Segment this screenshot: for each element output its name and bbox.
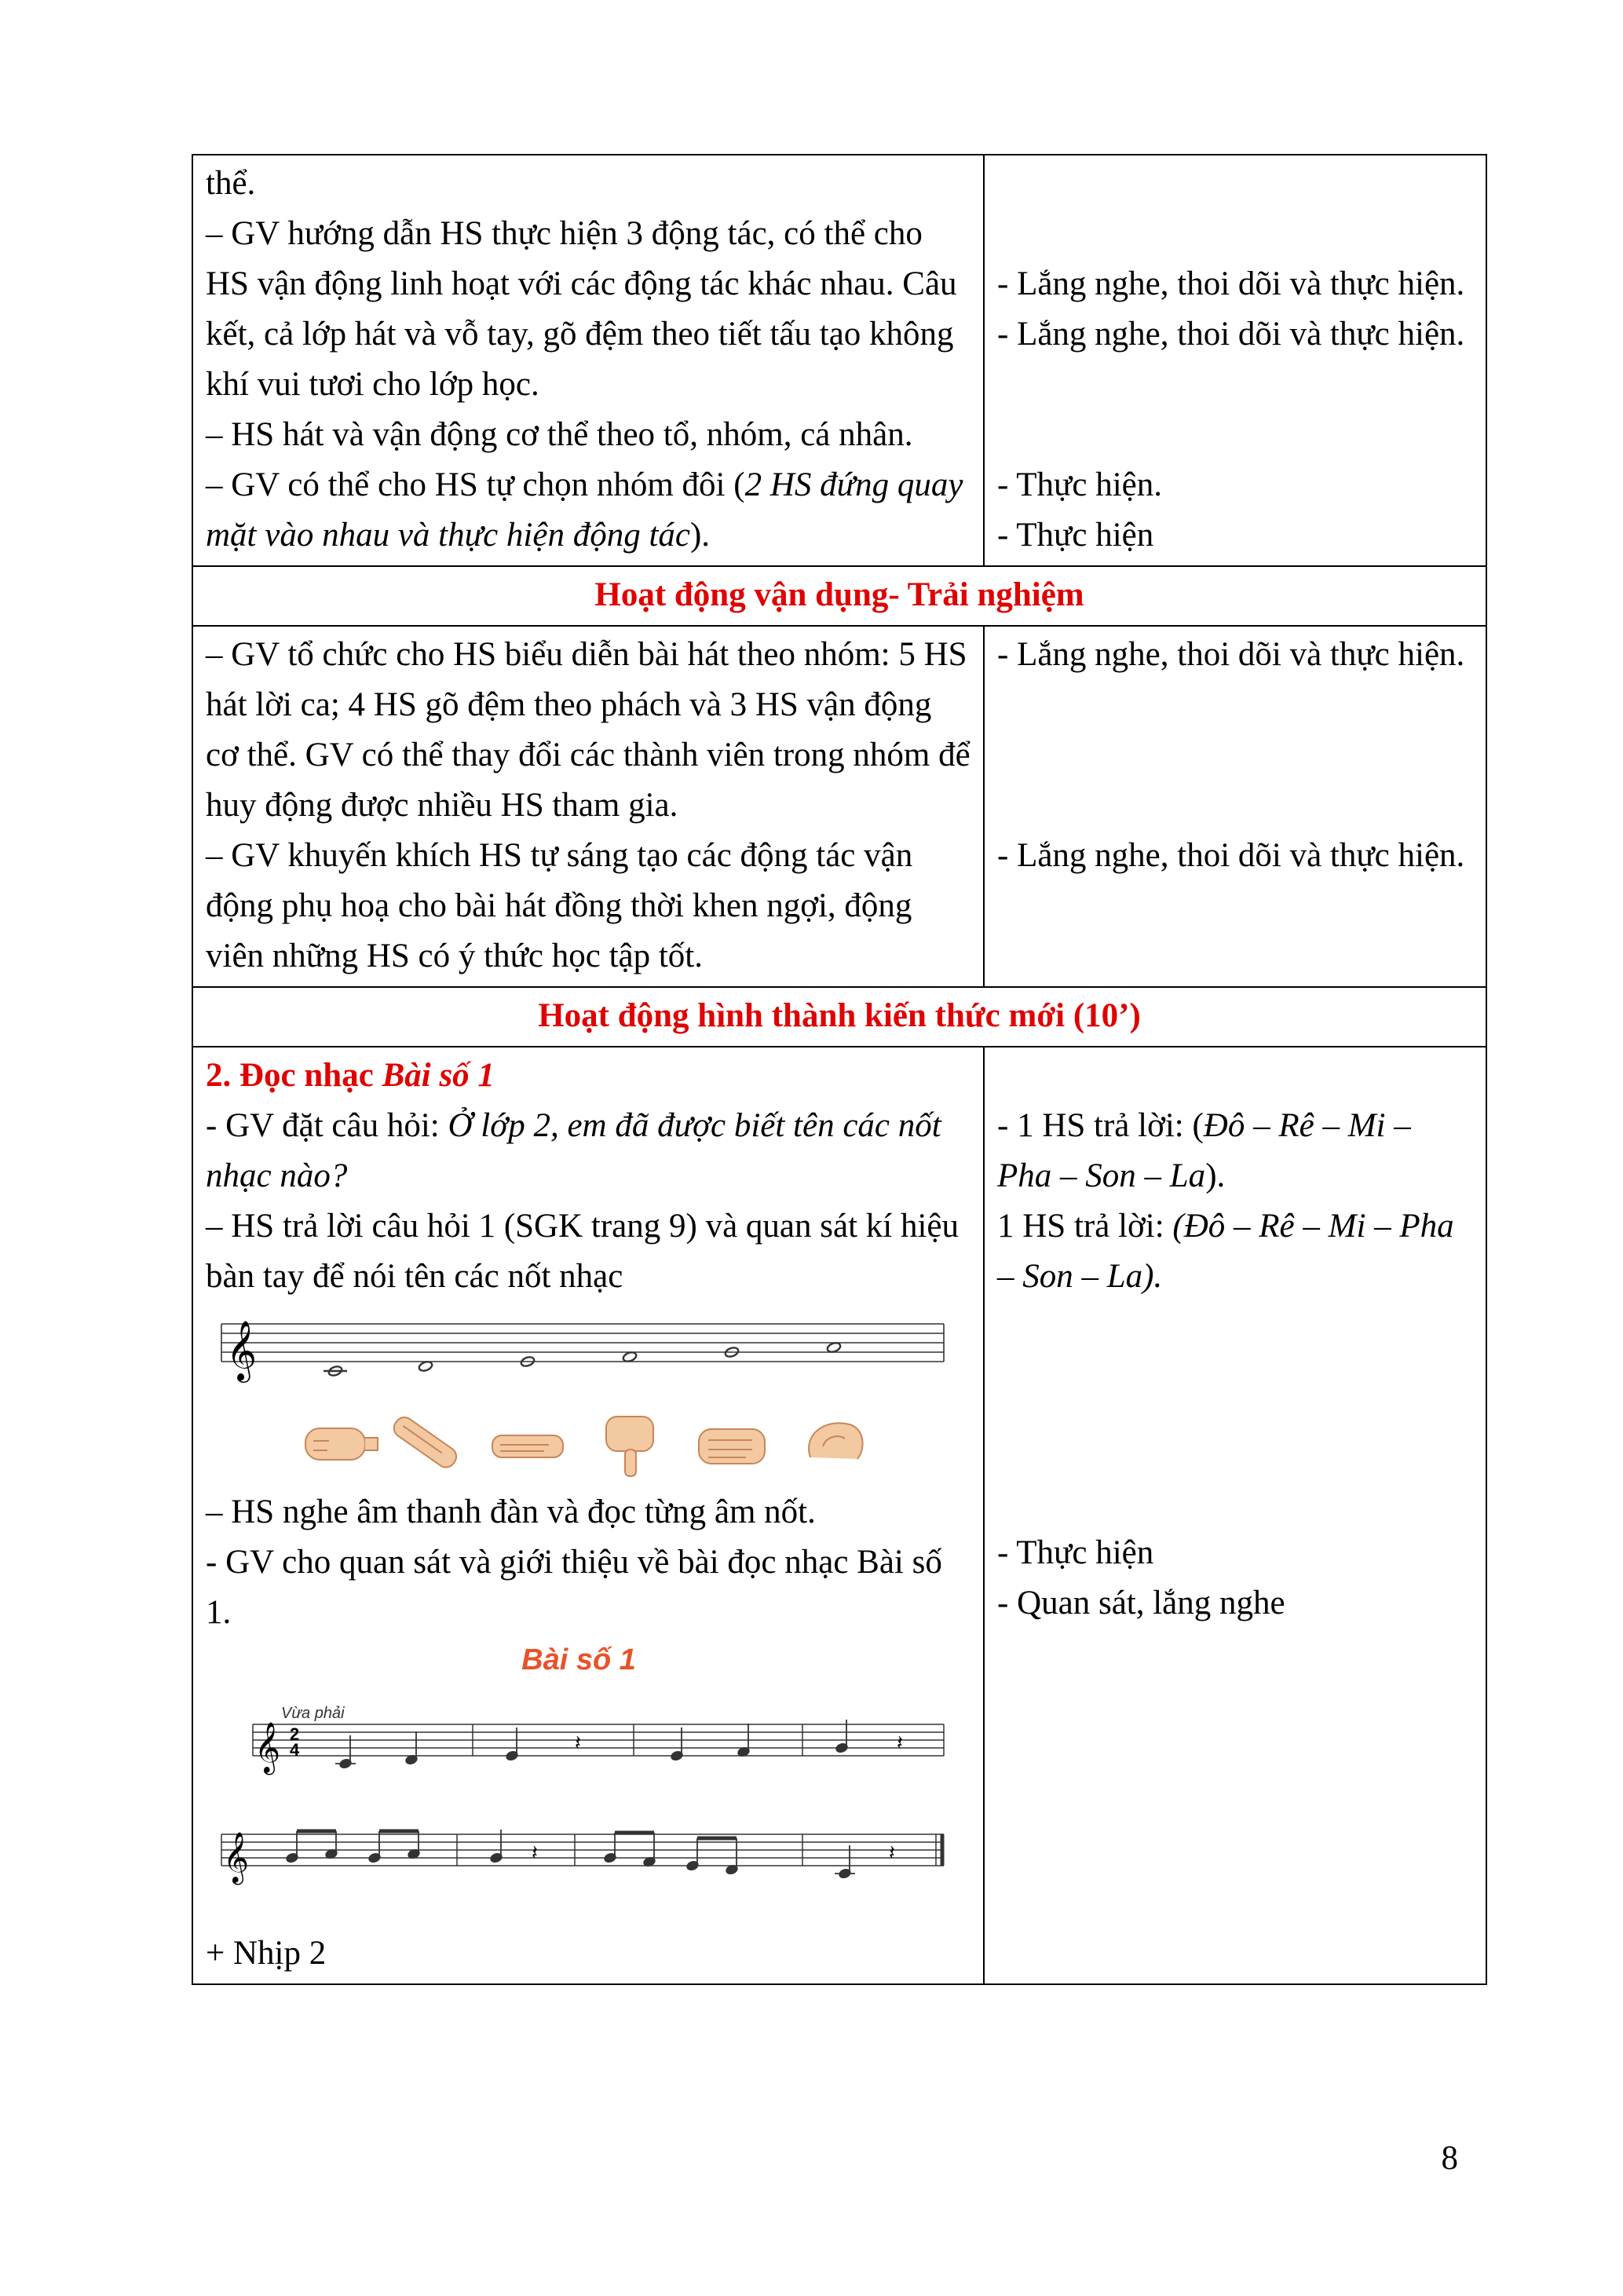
teacher-activity-cell [192,626,984,987]
score-bai-so-1 [206,1638,952,1929]
paragraph: – GV khuyến khích HS tự sáng tạo các động tác vận động phụ hoạ cho bài hát đồng thời khen ngợi, động viên những HS có ý thức học tập tốt. [206,837,913,974]
paragraph: – HS trả lời câu hỏi 1 (SGK trang 9) và quan sát kí hiệu bàn tay để nói tên các nốt nhạc [206,1208,959,1295]
student-activity-cell [984,1047,1486,1984]
paragraph: - GV cho quan sát và giới thiệu về bài đọc nhạc Bài số 1. [206,1544,942,1631]
paragraph: - Thực hiện [997,517,1154,554]
paragraph: – HS nghe âm thanh đàn và đọc từng âm nốt. [206,1493,816,1530]
rest-icon: 𝄽 [889,1841,895,1864]
section-heading: Hoạt động vận dụng- Trải nghiệm [192,566,1486,626]
hand-signs [305,1413,863,1476]
paragraph: + Nhịp 2 [206,1935,327,1972]
paragraph: – GV tổ chức cho HS biểu diễn bài hát theo nhóm: 5 HS hát lời ca; 4 HS gõ đệm theo phách và 3 HS vận động cơ thể. GV có thể thay đổi các thành viên trong nhóm để huy động được nhiều HS tham gia. [206,636,971,824]
paragraph: - Lắng nghe, thoi dõi và thực hiện. [997,265,1465,302]
teacher-activity-cell [192,1047,984,1984]
spacer [997,730,1473,781]
spacer [997,410,1473,460]
hand-sign-la-icon [809,1423,863,1459]
spacer [997,360,1473,410]
notes-line-1 [335,1720,848,1769]
paragraph: - Lắng nghe, thoi dõi và thực hiện. [997,316,1465,353]
treble-clef-icon: 𝄞 [254,1722,281,1771]
italic-span: Bài số 1 [382,1057,495,1094]
time-signature-top: 2 [290,1724,300,1744]
italic-span: 2 HS đứng quay mặt vào nhau và thực hiện động tác [206,466,963,554]
time-signature-bottom: 4 [290,1740,300,1760]
notes-line-2 [286,1830,855,1879]
text-span: 2. Đọc nhạc [206,1057,382,1094]
paragraph: - Lắng nghe, thoi dõi và thực hiện. [997,837,1465,874]
table-row [192,626,1486,987]
section-heading: Hoạt động hình thành kiến thức mới (10’) [192,987,1486,1047]
table-row [192,155,1486,566]
table-row [192,1047,1486,1984]
paragraph: - Lắng nghe, thoi dõi và thực hiện. [997,636,1465,673]
spacer [997,680,1473,730]
page-number: 8 [1441,2140,1458,2177]
spacer [997,1302,1473,1528]
student-activity-cell [984,155,1486,566]
paragraph: - Quan sát, lắng nghe [997,1585,1285,1621]
text-line: thể. [206,165,256,202]
italic-span: Đô – Rê – Mi – Pha – Son – La [997,1107,1411,1194]
lesson-table [192,154,1487,1985]
paragraph: - Thực hiện. [997,466,1162,503]
paragraph: – GV hướng dẫn HS thực hiện 3 động tác, có thể cho HS vận động linh hoạt với các động tác khác nhau. Câu kết, cả lớp hát và vỗ tay, gõ đệm theo tiết tấu tạo không khí vui tươi cho lớp học. [206,215,957,403]
paragraph [206,1101,971,1201]
score-title: Bài số 1 [521,1643,636,1676]
paragraph [997,1101,1473,1201]
paragraph: - Thực hiện [997,1534,1154,1571]
spacer [997,1051,1473,1101]
hand-sign-fa-icon [606,1417,653,1476]
hand-sign-do-icon [305,1428,378,1460]
section-title [206,1051,971,1101]
table-row [192,566,1486,626]
tempo-marking: Vừa phải [281,1705,345,1722]
text-span: ). [689,517,711,554]
text-span: – GV có thể cho HS tự chọn nhóm đôi ( [206,466,745,503]
text-span: ). [1205,1157,1226,1194]
paragraph [997,1201,1473,1302]
teacher-activity-cell [192,155,984,566]
text-span: - GV đặt câu hỏi: [206,1107,448,1144]
text-span: - 1 HS trả lời: ( [997,1107,1204,1144]
paragraph [206,460,971,561]
paragraph: – HS hát và vận động cơ thể theo tổ, nhóm, cá nhân. [206,416,913,453]
solfege-staff-figure [206,1307,952,1487]
hand-sign-re-icon [390,1413,460,1471]
student-activity-cell [984,626,1486,987]
italic-span: (Đô – Rê – Mi – Pha – Son – La). [997,1208,1454,1295]
text-span: 1 HS trả lời: [997,1208,1173,1245]
treble-clef-icon: 𝄞 [226,1321,258,1379]
rest-icon: 𝄽 [897,1731,903,1754]
treble-clef-icon: 𝄞 [223,1832,250,1881]
hand-sign-mi-icon [492,1435,563,1457]
table-row [192,987,1486,1047]
rest-icon: 𝄽 [532,1841,538,1864]
hand-sign-sol-icon [699,1429,765,1464]
rest-icon: 𝄽 [575,1731,581,1754]
italic-span: Ở lớp 2, em đã được biết tên các nốt nhạc nào? [206,1107,941,1194]
spacer [997,209,1473,259]
spacer [997,781,1473,831]
spacer [997,159,1473,209]
